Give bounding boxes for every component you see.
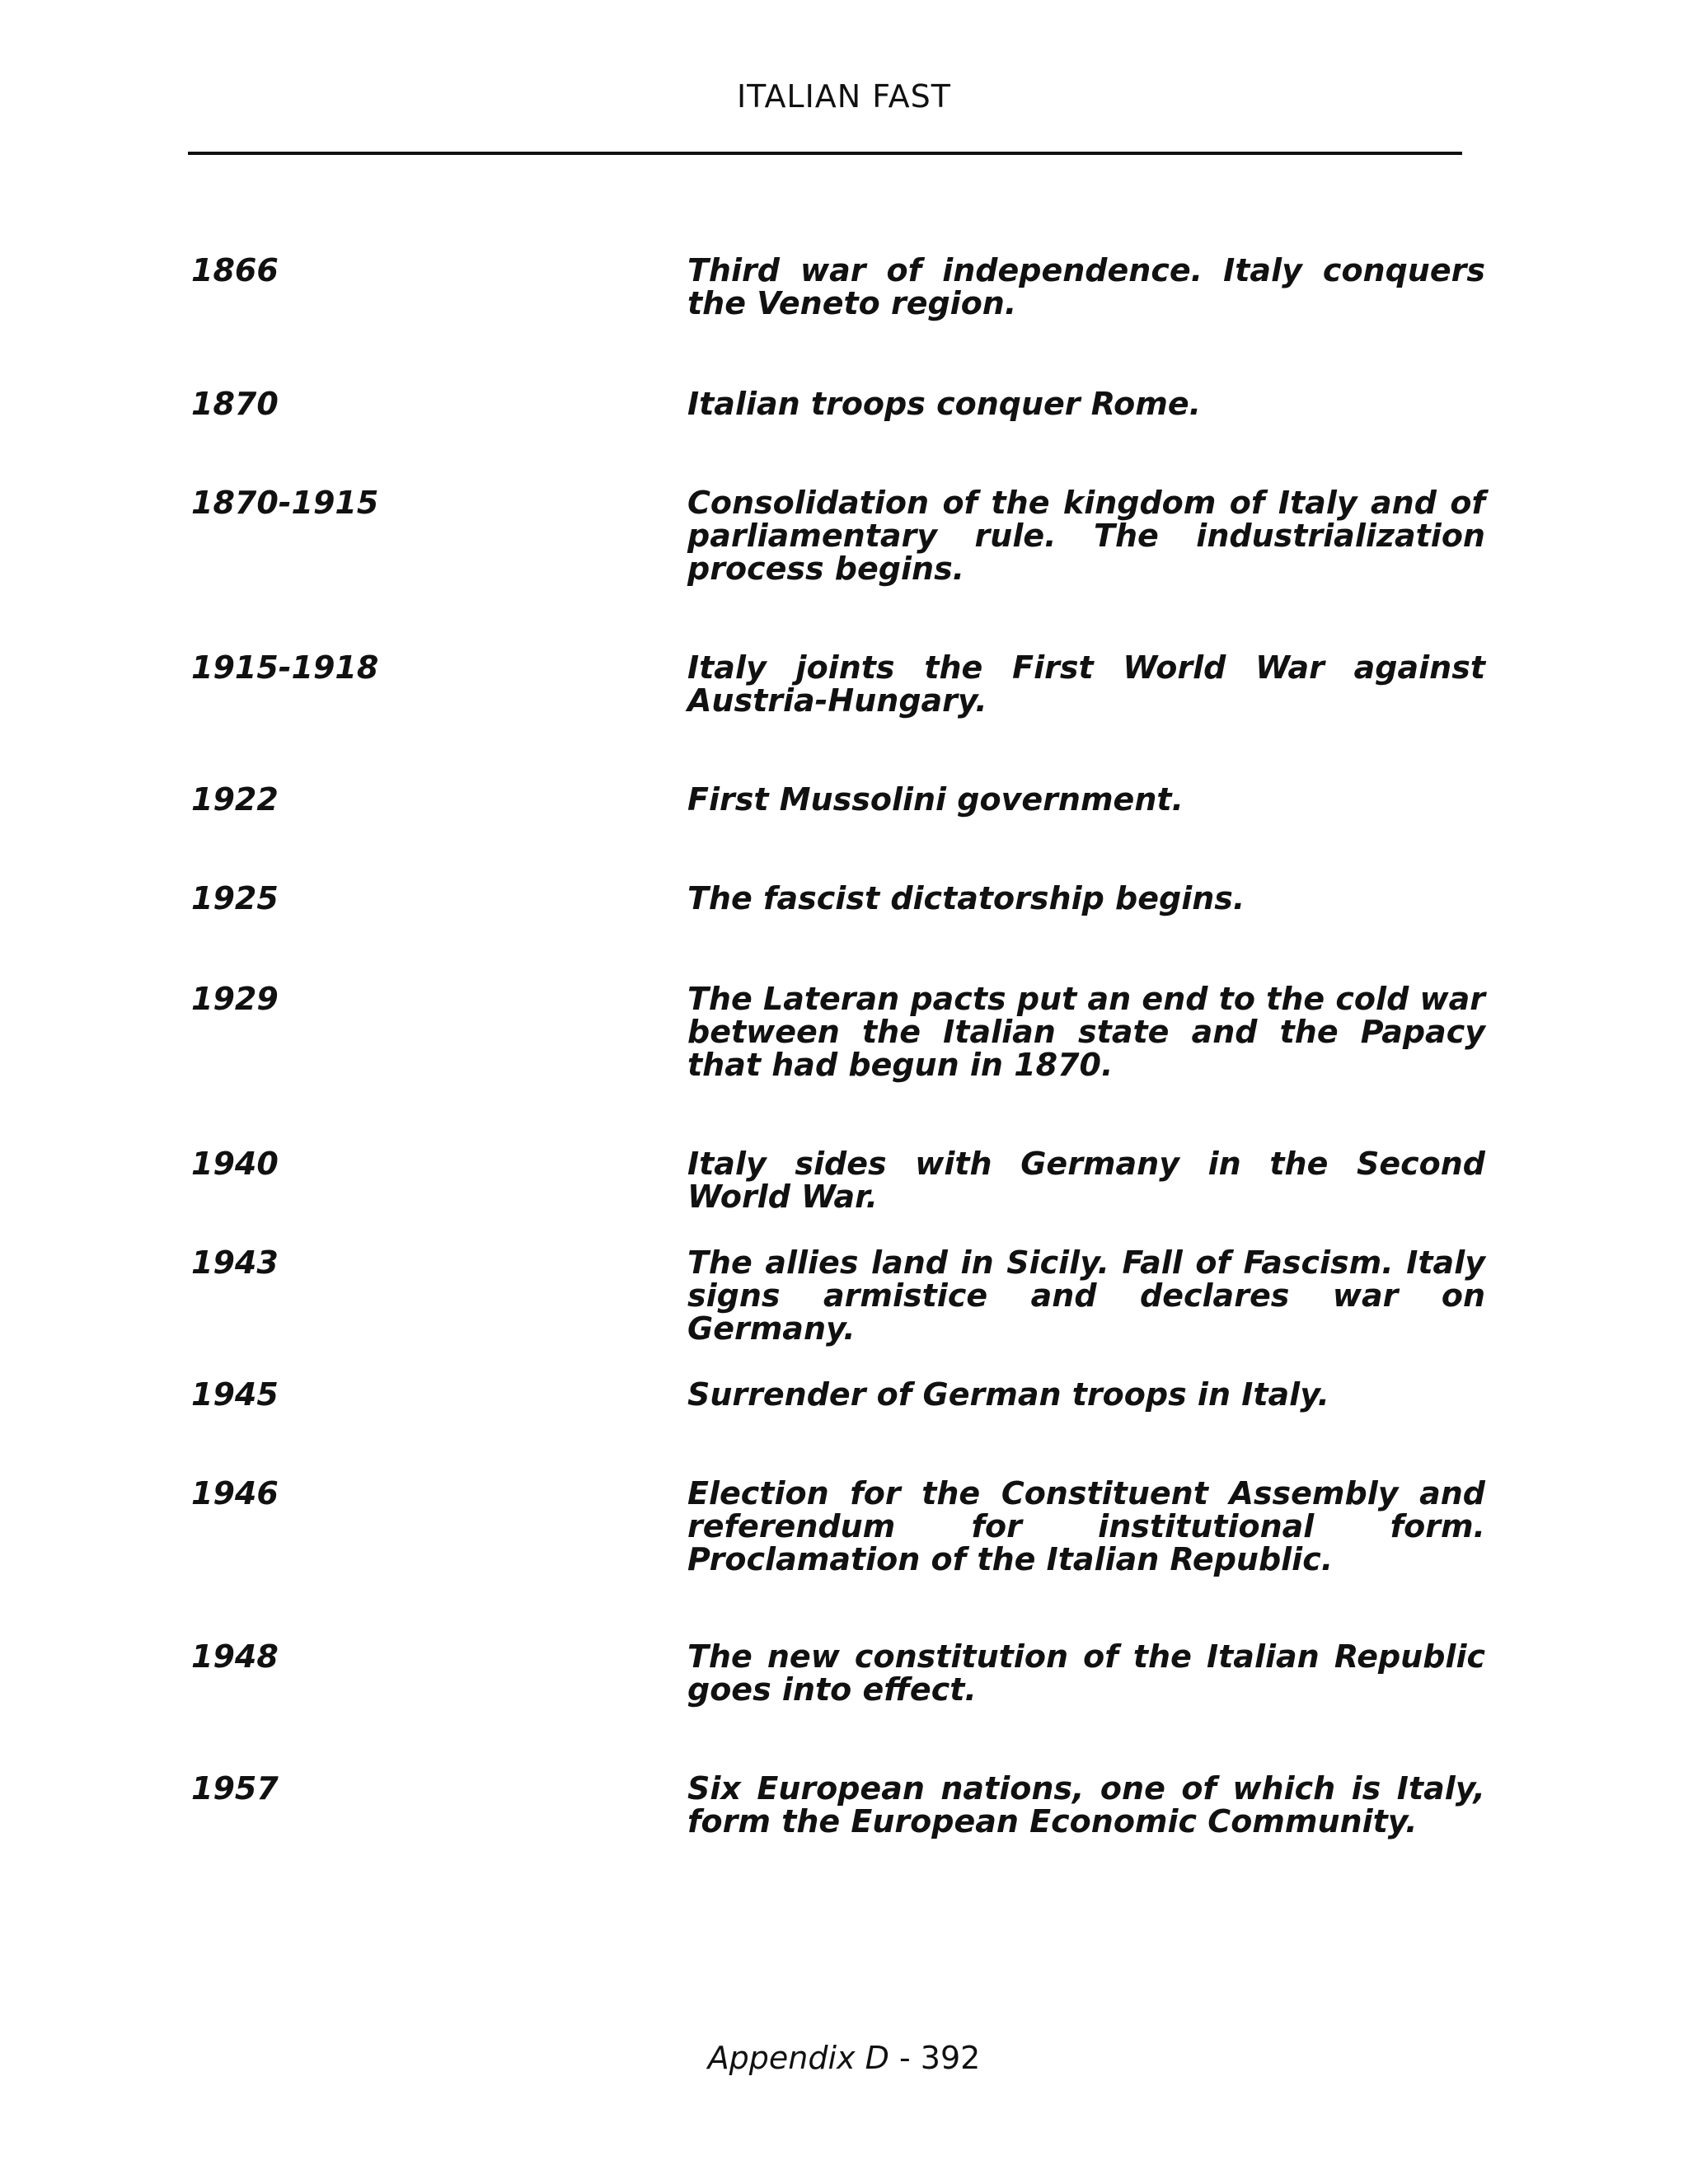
entry-year: 1946 [191,1475,279,1511]
entry-event: Surrender of German troops in Italy. [687,1376,1329,1413]
entry-event: Italy sides with Germany in the Second World War. [687,1146,1485,1215]
entry-year: 1870 [191,386,279,422]
entry-year: 1929 [191,981,279,1017]
entry-year: 1866 [191,252,279,288]
entry-year: 1957 [191,1770,279,1807]
entry-event: The Lateran pacts put an end to the cold war between the Italian state and the Papacy that had begun in 1870. [687,981,1485,1083]
page-number: 392 [920,2040,981,2076]
entry-event: The fascist dictatorship begins. [687,880,1245,916]
footer-label: Appendix D [707,2040,889,2076]
entry-event: Election for the Constituent Assembly and referendum for institutional form. Proclamation of the Italian Republic. [687,1475,1485,1577]
entry-event: Italy joints the First World War against Austria-Hungary. [687,649,1485,719]
entry-year: 1948 [191,1638,279,1675]
entry-year: 1922 [191,781,279,818]
entry-event: Consolidation of the kingdom of Italy and of parliamentary rule. The industrialization process begins. [687,485,1485,587]
page-footer [0,2042,1688,2074]
entry-event: The allies land in Sicily. Fall of Fascism. Italy signs armistice and declares war on Germany. [687,1244,1485,1347]
entry-year: 1915-1918 [191,649,379,686]
entry-year: 1925 [191,880,279,916]
entry-event: Italian troops conquer Rome. [687,386,1202,422]
page-header: ITALIAN FAST [736,78,952,115]
footer-separator: - [889,2040,921,2076]
entry-year: 1870-1915 [191,485,379,521]
entry-event: Six European nations, one of which is Italy, form the European Economic Community. [687,1770,1485,1840]
entry-year: 1945 [191,1376,279,1413]
entry-event: Third war of independence. Italy conquers the Veneto region. [687,252,1485,321]
entry-event: First Mussolini government. [687,781,1184,818]
entry-event: The new constitution of the Italian Republic goes into effect. [687,1638,1485,1708]
entry-year: 1940 [191,1146,279,1182]
entry-year: 1943 [191,1244,279,1281]
